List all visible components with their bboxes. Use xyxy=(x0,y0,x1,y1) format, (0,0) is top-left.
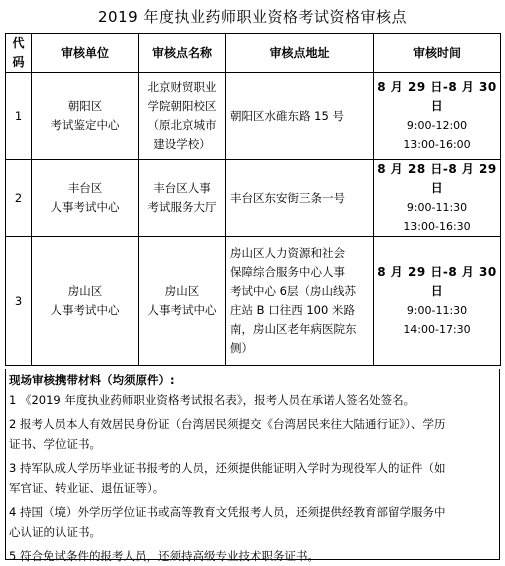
address-line: 朝阳区水碓东路 15 号 xyxy=(230,108,344,123)
header-unit: 审核单位 xyxy=(32,34,139,73)
materials-item xyxy=(6,458,499,498)
header-time: 审核时间 xyxy=(374,34,501,73)
materials-item-line: 3 持军队成人学历毕业证书报考的人员，还须提供能证明入学时为现役军人的证件（如 xyxy=(9,461,446,475)
time-slot: 9:00-11:30 xyxy=(406,201,468,214)
materials-item-line: 1 《2019 年度执业药师职业资格考试报名表》，报考人员在承诺人签名处签名。 xyxy=(9,393,416,407)
header-site: 审核点名称 xyxy=(139,34,226,73)
cell-address xyxy=(226,160,374,237)
site-line: 建设学校） xyxy=(153,137,211,151)
materials-item-line: 2 报考人员本人有效居民身份证（台湾居民须提交《台湾居民来往大陆通行证》）、学历 xyxy=(9,417,446,431)
site-line: 丰台区人事 xyxy=(153,181,211,195)
unit-line: 朝阳区 xyxy=(67,99,103,113)
time-slot: 13:00-16:30 xyxy=(403,220,471,233)
time-date-line: 日 xyxy=(430,181,444,195)
site-line: 人事考试中心 xyxy=(147,303,217,317)
cell-site xyxy=(139,160,226,237)
time-date-line: 8 月 29 日-8 月 30 xyxy=(377,80,497,94)
materials-item-line: 心认证的认证书。 xyxy=(9,525,101,539)
table-row xyxy=(6,160,501,237)
materials-heading: 现场审核携带材料（均须原件）: xyxy=(9,373,175,387)
time-slot: 13:00-16:00 xyxy=(403,138,471,151)
address-line: 房山区人力资源和社会 xyxy=(230,246,345,260)
row-code: 3 xyxy=(14,293,23,308)
materials-item-line: 证书、学位证书。 xyxy=(9,437,101,451)
address-line: 丰台区东安街三条一号 xyxy=(230,190,345,205)
cell-time xyxy=(374,237,501,366)
materials-item xyxy=(6,390,499,410)
cell-code xyxy=(6,160,32,237)
time-date-line: 日 xyxy=(430,99,444,113)
cell-code xyxy=(6,73,32,160)
cell-address xyxy=(226,237,374,366)
cell-time xyxy=(374,160,501,237)
unit-line: 丰台区 xyxy=(67,181,103,195)
time-date-line: 8 月 29 日-8 月 30 xyxy=(377,265,497,279)
address-line: 保障综合服务中心人事 xyxy=(230,265,345,279)
site-line: （原北京城市 xyxy=(147,118,217,132)
row-code: 1 xyxy=(14,108,23,123)
cell-site xyxy=(139,237,226,366)
site-line: 考试服务大厅 xyxy=(147,200,217,214)
materials-item xyxy=(6,502,499,542)
header-code xyxy=(6,34,32,73)
address-line: 南，房山区老年病医院东 xyxy=(230,322,357,336)
materials-item xyxy=(6,546,499,566)
cell-code xyxy=(6,237,32,366)
address-line: 庄站 B 口往西 100 米路 xyxy=(230,303,355,317)
page-title: 2019 年度执业药师职业资格考试资格审核点 xyxy=(98,8,407,26)
cell-unit xyxy=(32,237,139,366)
time-slot: 14:00-17:30 xyxy=(403,323,471,336)
address-line: 考试中心 6层（房山线苏 xyxy=(230,284,356,298)
table-row xyxy=(6,73,501,160)
time-date-line: 8 月 28 日-8 月 29 xyxy=(377,162,497,176)
materials-section xyxy=(5,369,500,563)
table-row xyxy=(6,237,501,366)
cell-unit xyxy=(32,73,139,160)
materials-item-line: 军官证、转业证、退伍证等）。 xyxy=(9,481,165,495)
cell-site xyxy=(139,73,226,160)
row-code: 2 xyxy=(14,190,23,205)
unit-line: 人事考试中心 xyxy=(50,200,120,214)
materials-item xyxy=(6,414,499,454)
unit-line: 人事考试中心 xyxy=(50,303,120,317)
time-slot: 9:00-12:00 xyxy=(406,119,468,132)
cell-address xyxy=(226,73,374,160)
unit-line: 考试鉴定中心 xyxy=(50,118,120,132)
site-line: 学院朝阳校区 xyxy=(147,99,217,113)
unit-line: 房山区 xyxy=(67,284,103,298)
time-date-line: 日 xyxy=(430,284,444,298)
cell-time xyxy=(374,73,501,160)
address-line: 侧） xyxy=(230,341,253,355)
materials-item-line: 5 符合免试条件的报考人员，还须持高级专业技术职务证书。 xyxy=(9,549,319,563)
header-code-char-1: 代 码 xyxy=(12,36,25,69)
materials-item-line: 4 持国（境）外学历学位证书或高等教育文凭报考人员，还须提供经教育部留学服务中 xyxy=(9,505,446,519)
time-slot: 9:00-11:30 xyxy=(406,304,468,317)
header-address: 审核点地址 xyxy=(226,34,374,73)
table-header-row xyxy=(6,34,501,73)
site-line: 北京财贸职业 xyxy=(147,80,217,94)
site-line: 房山区 xyxy=(164,284,200,298)
cell-unit xyxy=(32,160,139,237)
review-sites-table xyxy=(5,33,501,366)
